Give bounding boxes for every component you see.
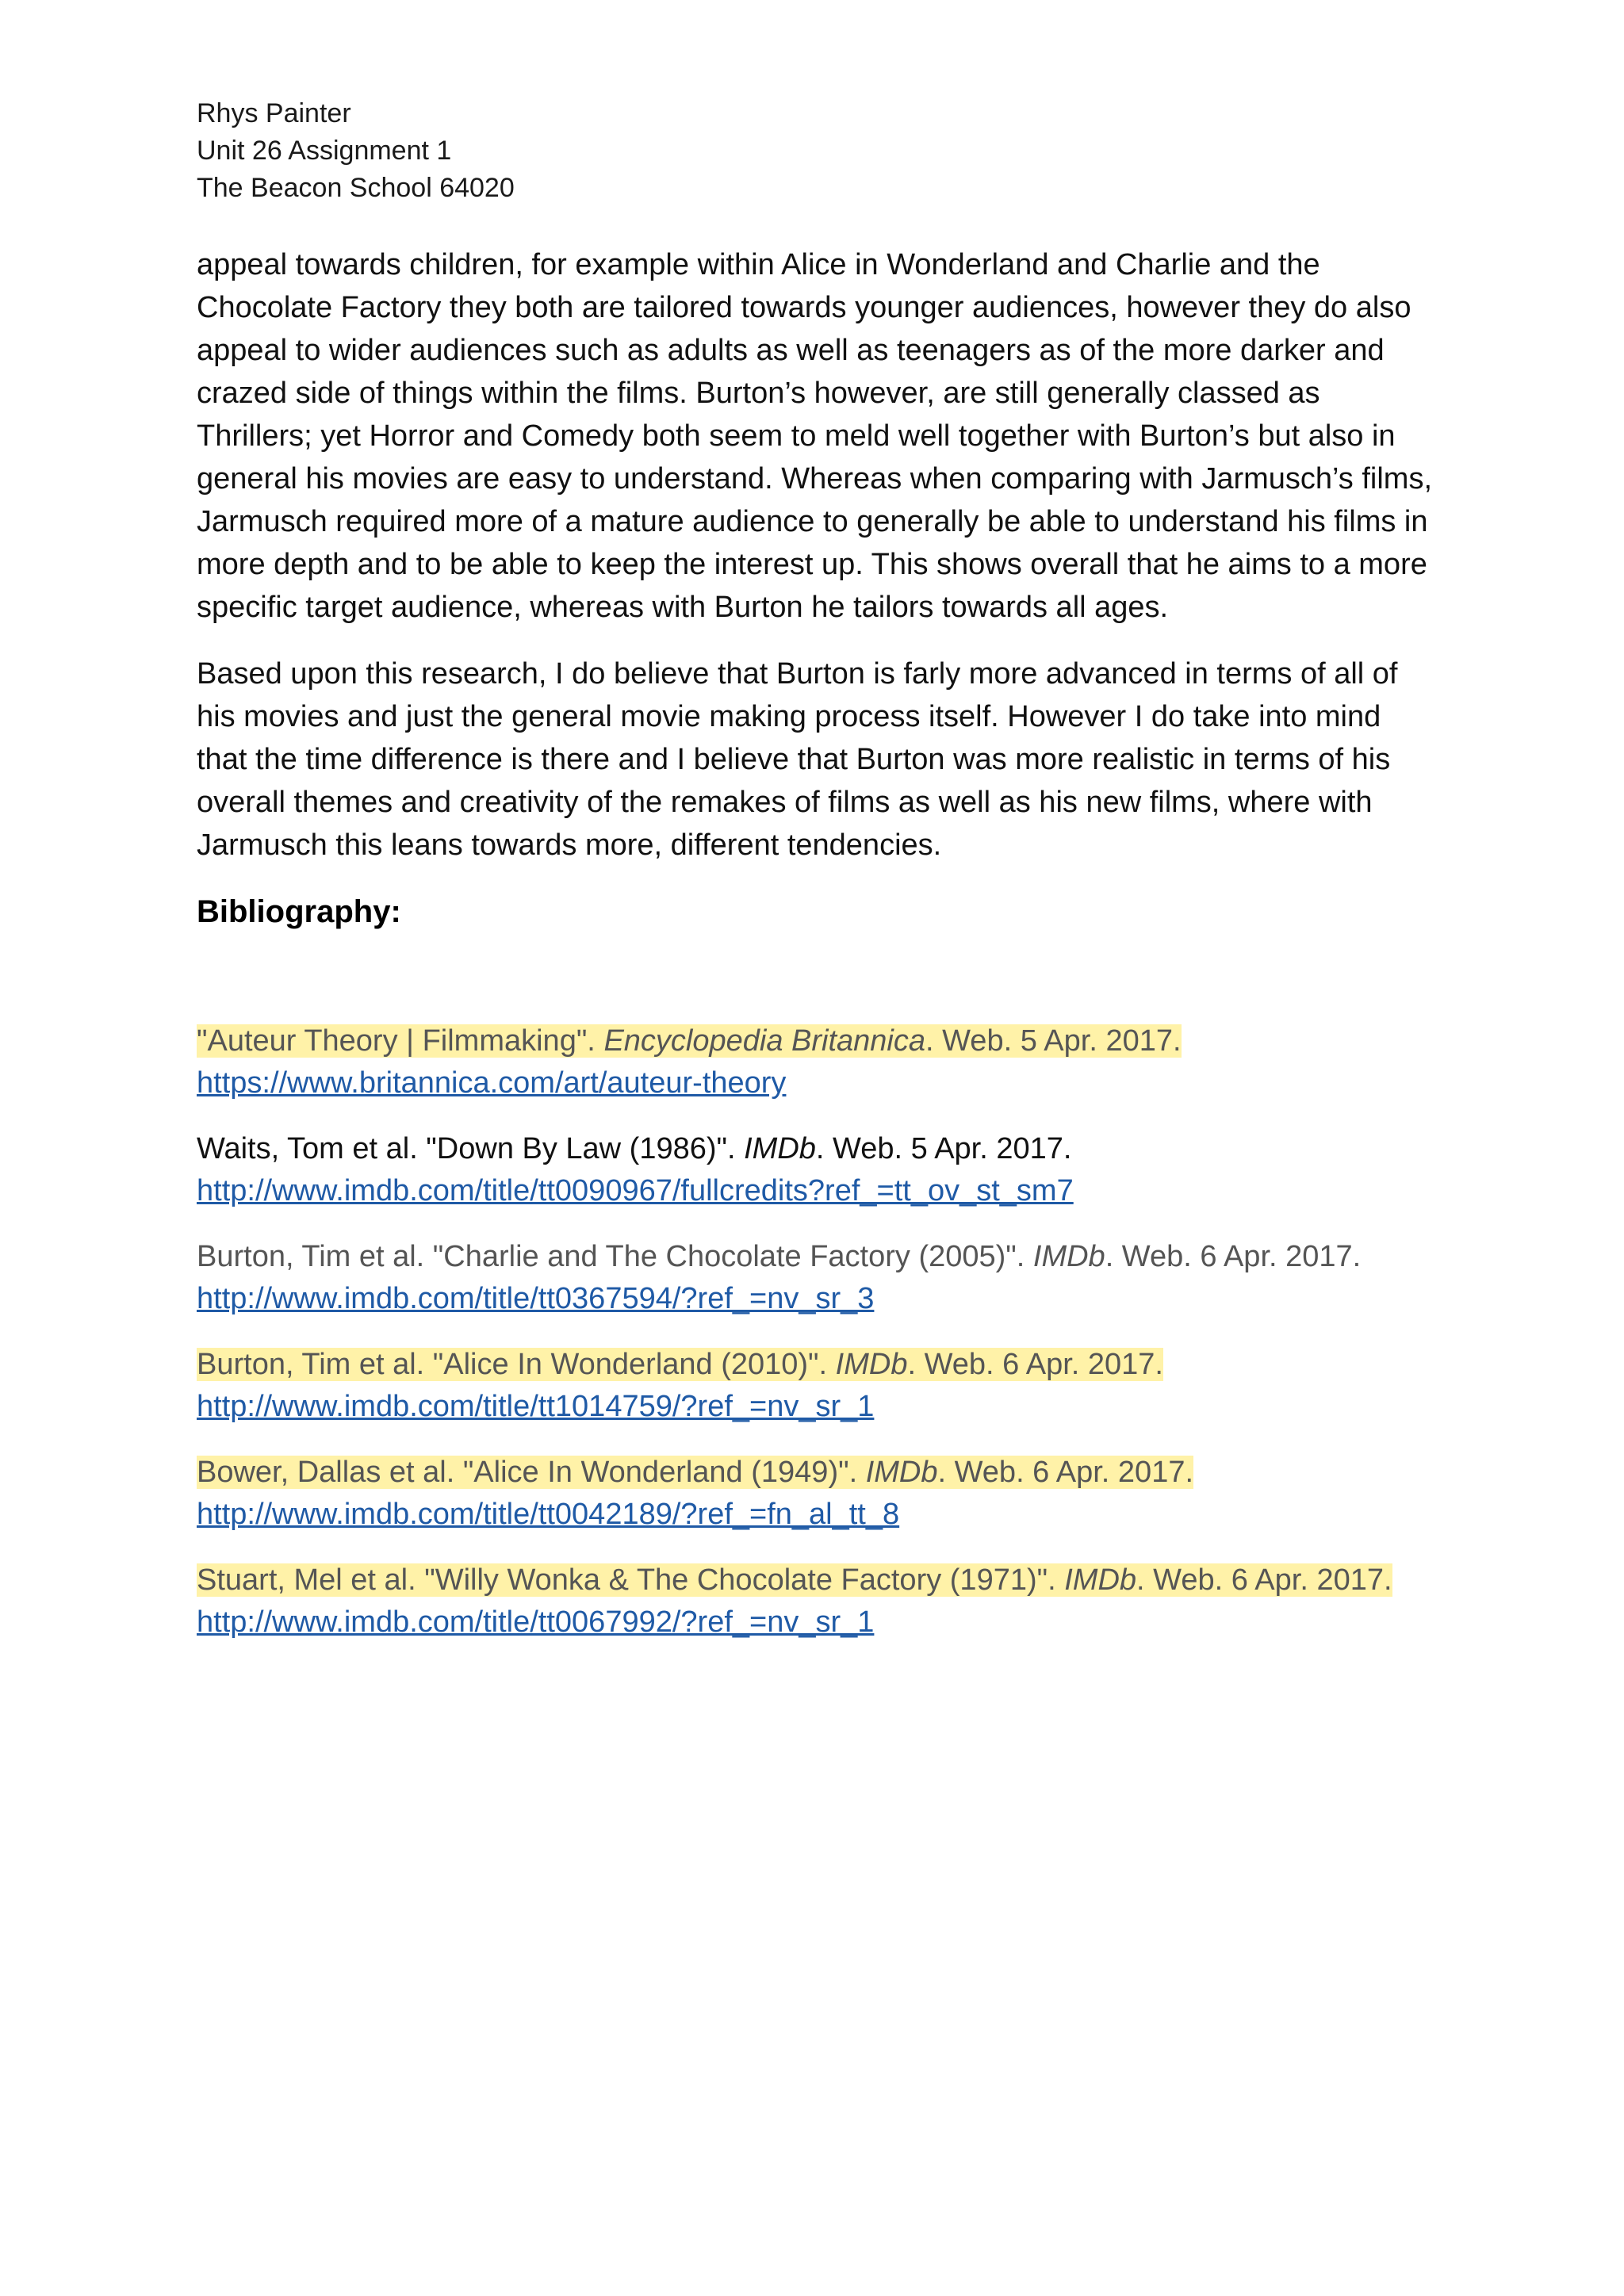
school-name: The Beacon School 64020 (197, 173, 515, 203)
citation-text (197, 1240, 1361, 1273)
citation-date: . Web. 6 Apr. 2017. (1136, 1563, 1392, 1597)
body-paragraph-2: Based upon this research, I do believe that Burton is farly more advanced in terms of all of his movies and just the general movie making process itself. However I do take into mind that the time difference is there and I believe that Burton was more realistic in terms of his overall themes and creativity of the remakes of films as well as his new films, where with Jarmusch this leans towards more, different tendencies. (197, 657, 1398, 862)
citation-url-link[interactable]: https://www.britannica.com/art/auteur-theory (197, 1066, 787, 1100)
citation-date: . Web. 6 Apr. 2017. (907, 1348, 1163, 1381)
author-name: Rhys Painter (197, 98, 351, 128)
citation-source: IMDb (865, 1456, 938, 1489)
citation-url-link[interactable]: http://www.imdb.com/title/tt0367594/?ref_=nv_sr_3 (197, 1282, 875, 1315)
citation-url-link[interactable]: http://www.imdb.com/title/tt0042189/?ref_=fn_al_tt_8 (197, 1498, 900, 1531)
citation-text (197, 1563, 1392, 1597)
citation-source: IMDb (1064, 1563, 1137, 1597)
bibliography-list (197, 1020, 1434, 1644)
body-paragraph-1: appeal towards children, for example within Alice in Wonderland and Charlie and the Chocolate Factory they both are tailored towards younger audiences, however they do also appeal to wider audiences such as adults as well as teenagers as of the more darker and crazed side of things within the films. Burton’s however, are still generally classed as Thrillers; yet Horror and Comedy both seem to meld well together with Burton’s but also in general his movies are easy to understand. Whereas when comparing with Jarmusch’s films, Jarmusch required more of a mature audience to generally be able to understand his films in more depth and to be able to keep the interest up. This shows overall that he aims to a more specific target audience, whereas with Burton he tailors towards all ages. (197, 248, 1432, 624)
bibliography-entry (197, 1559, 1434, 1644)
citation-date: . Web. 5 Apr. 2017. (815, 1132, 1072, 1165)
citation-title: Burton, Tim et al. "Alice In Wonderland (2010)". (197, 1348, 836, 1381)
citation-text (197, 1348, 1163, 1381)
citation-date: . Web. 6 Apr. 2017. (937, 1456, 1194, 1489)
citation-url-link[interactable]: http://www.imdb.com/title/tt1014759/?ref_=nv_sr_1 (197, 1390, 875, 1423)
citation-url-link[interactable]: http://www.imdb.com/title/tt0090967/fullcredits?ref_=tt_ov_st_sm7 (197, 1174, 1074, 1207)
citation-title: "Auteur Theory | Filmmaking". (197, 1024, 604, 1058)
citation-source: IMDb (744, 1132, 816, 1165)
citation-title: Waits, Tom et al. "Down By Law (1986)". (197, 1132, 745, 1165)
citation-date: . Web. 6 Apr. 2017. (1105, 1240, 1362, 1273)
citation-text (197, 1024, 1182, 1058)
bibliography-entry (197, 1344, 1434, 1428)
citation-url-link[interactable]: http://www.imdb.com/title/tt0067992/?ref_=nv_sr_1 (197, 1605, 875, 1639)
document-page (197, 95, 1434, 1667)
assignment-title: Unit 26 Assignment 1 (197, 136, 452, 166)
bibliography-heading: Bibliography: (197, 894, 401, 929)
citation-date: . Web. 5 Apr. 2017. (925, 1024, 1182, 1058)
bibliography-entry (197, 1452, 1434, 1536)
citation-source: IMDb (1032, 1240, 1105, 1273)
citation-text (197, 1132, 1071, 1165)
citation-text (197, 1456, 1193, 1489)
citation-title: Bower, Dallas et al. "Alice In Wonderland (1949)". (197, 1456, 866, 1489)
citation-title: Stuart, Mel et al. "Willy Wonka & The Chocolate Factory (1971)". (197, 1563, 1065, 1597)
document-header (197, 95, 1434, 207)
citation-source: IMDb (835, 1348, 908, 1381)
bibliography-entry (197, 1020, 1434, 1104)
bibliography-entry (197, 1236, 1434, 1320)
citation-source: Encyclopedia Britannica (603, 1024, 926, 1058)
bibliography-entry (197, 1128, 1434, 1212)
citation-title: Burton, Tim et al. "Charlie and The Chocolate Factory (2005)". (197, 1240, 1033, 1273)
